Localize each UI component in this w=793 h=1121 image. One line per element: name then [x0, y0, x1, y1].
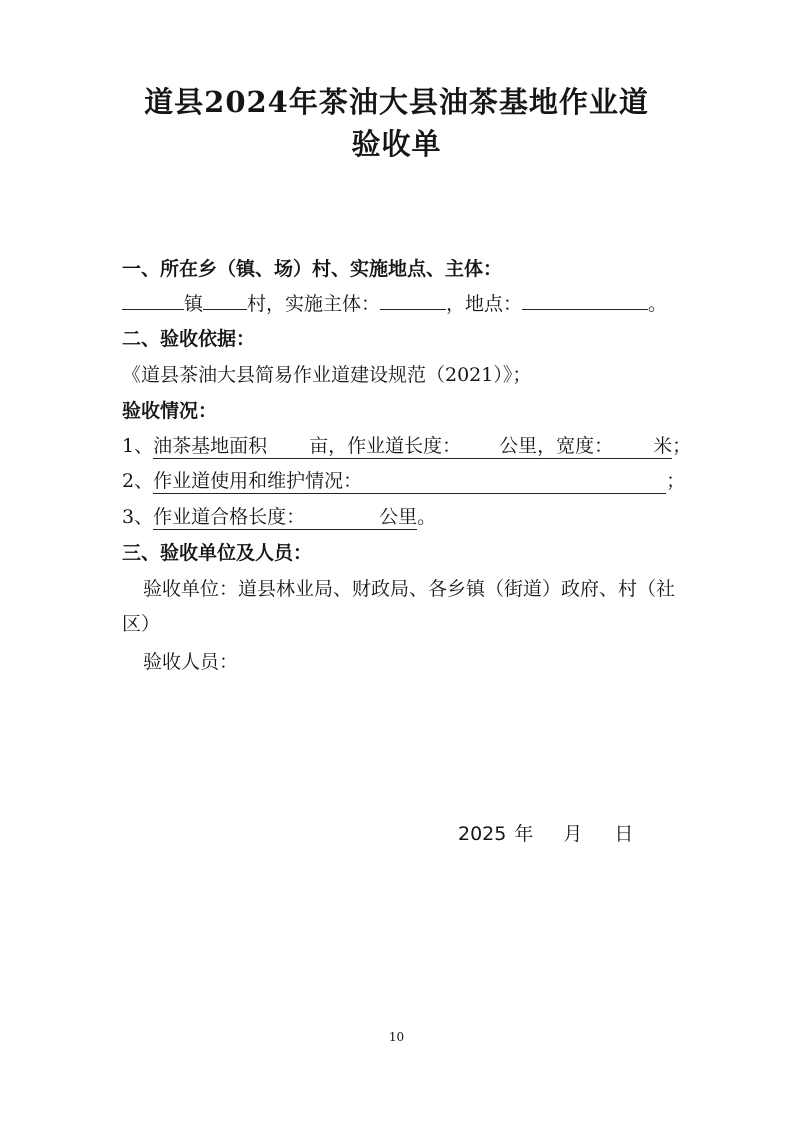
entity-blank: [380, 291, 446, 310]
town-blank: [122, 291, 184, 310]
personnel-label: 验收人员：: [143, 651, 239, 673]
basis-text: 《道县茶油大县简易作业道建设规范（2021）》；: [122, 364, 532, 386]
location-blank: [522, 291, 648, 310]
village-suffix: 村，实施主体：: [247, 293, 381, 315]
section1-heading: 一、所在乡（镇、场）村、实施地点、主体：: [122, 258, 503, 280]
item3-number: 3、: [122, 506, 154, 528]
item2-end: ；: [666, 470, 686, 492]
location-line: [122, 290, 667, 318]
item2-number: 2、: [122, 470, 154, 492]
date-year: 2025: [458, 823, 507, 845]
location-end: 。: [648, 293, 668, 315]
document-title-line1: 道县2024年茶油大县油茶基地作业道: [144, 85, 649, 119]
units-line1: 验收单位：道县林业局、财政局、各乡镇（街道）政府、村（社: [143, 578, 676, 600]
item3-line: [122, 503, 436, 531]
date-line: [458, 819, 633, 846]
item3-content: 作业道合格长度： 公里: [153, 506, 418, 528]
town-suffix: 镇: [184, 293, 204, 315]
item1-number: 1、: [122, 435, 154, 457]
item1-end: ；: [672, 435, 692, 457]
section3-heading: 验收情况：: [122, 400, 218, 422]
item2-content: 作业道使用和维护情况：: [153, 470, 666, 494]
date-month-label: 月: [563, 823, 583, 845]
units-line2: 区）: [122, 613, 161, 635]
item3-end: 。: [417, 506, 437, 528]
location-label: ，地点：: [446, 293, 523, 315]
item1-content: 油茶基地面积 亩，作业道长度： 公里，宽度： 米: [153, 435, 673, 457]
date-year-label: 年: [514, 823, 534, 845]
section4-heading: 三、验收单位及人员：: [122, 542, 313, 564]
item2-line: [122, 467, 685, 495]
item1-line: [122, 432, 691, 460]
page-number: 10: [388, 1030, 405, 1044]
document-title-line2: 验收单: [351, 127, 442, 161]
date-day-label: 日: [614, 823, 634, 845]
section2-heading: 二、验收依据：: [122, 328, 256, 350]
village-blank: [203, 291, 247, 310]
